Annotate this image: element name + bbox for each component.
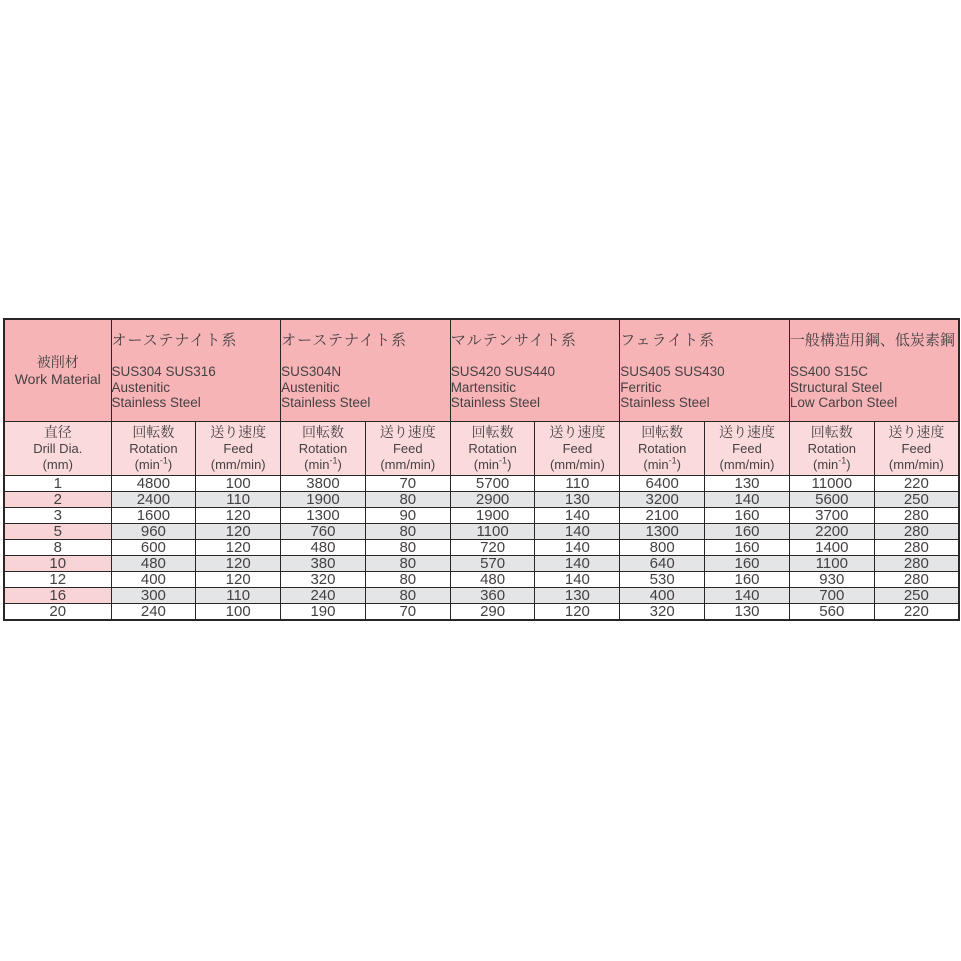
feed-unit: (mm/min): [719, 457, 775, 472]
rotation-label-en: Rotation: [637, 441, 687, 456]
value-cell: 320: [281, 572, 366, 588]
value-cell: 700: [789, 588, 874, 604]
value-cell: 530: [620, 572, 705, 588]
table-row: [4, 524, 959, 540]
value-cell: 2100: [620, 508, 705, 524]
value-cell: 160: [705, 556, 790, 572]
dia-cell: 16: [4, 588, 111, 604]
value-cell: 1400: [789, 540, 874, 556]
value-cell: 1900: [281, 492, 366, 508]
value-cell: 3200: [620, 492, 705, 508]
value-cell: 110: [196, 588, 281, 604]
value-cell: 120: [196, 572, 281, 588]
value-cell: 280: [874, 540, 959, 556]
value-cell: 11000: [789, 476, 874, 492]
value-cell: 1300: [620, 524, 705, 540]
dia-cell: 2: [4, 492, 111, 508]
feed-header: [365, 422, 450, 476]
value-cell: 600: [111, 540, 196, 556]
value-cell: 220: [874, 604, 959, 621]
material-name-en2: Stainless Steel: [281, 394, 371, 410]
value-cell: 130: [535, 492, 620, 508]
table-row: [4, 476, 959, 492]
dia-cell: 8: [4, 540, 111, 556]
value-cell: 250: [874, 588, 959, 604]
value-cell: 140: [535, 508, 620, 524]
value-cell: 570: [450, 556, 535, 572]
dia-cell: 12: [4, 572, 111, 588]
value-cell: 4800: [111, 476, 196, 492]
rotation-unit: $(\min^{-1})$: [304, 455, 342, 472]
table-row: [4, 508, 959, 524]
value-cell: 100: [196, 476, 281, 492]
material-header-martensitic: [450, 319, 620, 422]
value-cell: 2400: [111, 492, 196, 508]
value-cell: 120: [196, 524, 281, 540]
value-cell: 140: [535, 524, 620, 540]
feed-label-jp: 送り速度: [888, 424, 945, 440]
value-cell: 140: [535, 556, 620, 572]
rotation-unit: $(\min^{-1})$: [643, 455, 682, 472]
rotation-label-jp: 回転数: [641, 424, 684, 440]
table-body: [4, 476, 959, 621]
value-cell: 3700: [789, 508, 874, 524]
value-cell: 2200: [789, 524, 874, 540]
material-codes: SUS304N: [281, 363, 342, 379]
value-cell: 320: [620, 604, 705, 621]
feed-unit: (mm/min): [210, 457, 266, 472]
material-codes: SS400 S15C: [789, 363, 868, 379]
feed-label-jp: 送り速度: [379, 424, 436, 440]
value-cell: 140: [705, 588, 790, 604]
feed-header: [535, 422, 620, 476]
value-cell: 160: [705, 572, 790, 588]
dia-cell: 1: [4, 476, 111, 492]
value-cell: 80: [365, 572, 450, 588]
value-cell: 160: [705, 508, 790, 524]
value-cell: 640: [620, 556, 705, 572]
value-cell: 80: [365, 540, 450, 556]
table-row: [4, 588, 959, 604]
table-row: [4, 540, 959, 556]
table-row: [4, 492, 959, 508]
value-cell: 5700: [450, 476, 535, 492]
value-cell: 100: [196, 604, 281, 621]
material-header-structural: [789, 319, 959, 422]
feed-header: [196, 422, 281, 476]
value-cell: 280: [874, 556, 959, 572]
column-header-row: [4, 422, 959, 476]
value-cell: 1600: [111, 508, 196, 524]
value-cell: 1100: [450, 524, 535, 540]
value-cell: 240: [111, 604, 196, 621]
value-cell: 240: [281, 588, 366, 604]
material-name-en2: Low Carbon Steel: [789, 394, 898, 410]
material-name-en2: Stainless Steel: [450, 394, 540, 410]
value-cell: 3800: [281, 476, 366, 492]
rotation-unit: $(\min^{-1})$: [812, 455, 851, 472]
value-cell: 70: [365, 604, 450, 621]
value-cell: 300: [111, 588, 196, 604]
value-cell: 480: [450, 572, 535, 588]
value-cell: 720: [450, 540, 535, 556]
material-name-en2: Stainless Steel: [111, 394, 201, 410]
material-codes: SUS405 SUS430: [620, 363, 725, 379]
value-cell: 280: [874, 524, 959, 540]
value-cell: 480: [111, 556, 196, 572]
value-cell: 220: [874, 476, 959, 492]
work-material-header: [4, 319, 111, 422]
value-cell: 120: [196, 556, 281, 572]
value-cell: 930: [789, 572, 874, 588]
material-name-en1: Ferritic: [620, 379, 662, 395]
value-cell: 130: [535, 588, 620, 604]
value-cell: 140: [705, 492, 790, 508]
material-header-austenitic-304n: [281, 319, 451, 422]
feed-label-jp: 送り速度: [719, 424, 775, 440]
feed-label-en: Feed: [562, 441, 593, 456]
table-row: [4, 556, 959, 572]
rotation-label-en: Rotation: [468, 441, 517, 456]
feed-label-jp: 送り速度: [549, 424, 606, 440]
material-name-en2: Stainless Steel: [620, 394, 710, 410]
material-name-jp: 一般構造用鋼、低炭素鋼: [789, 331, 955, 349]
rotation-label-en: Rotation: [129, 441, 178, 456]
feed-unit: (mm/min): [380, 457, 436, 472]
value-cell: 400: [111, 572, 196, 588]
material-name-jp: フェライト系: [620, 331, 716, 349]
rotation-label-jp: 回転数: [132, 424, 175, 440]
value-cell: 800: [620, 540, 705, 556]
value-cell: 110: [535, 476, 620, 492]
dia-label-en: Drill Dia.: [33, 441, 83, 456]
rotation-unit: $(\min^{-1})$: [473, 455, 512, 472]
material-header-austenitic-304: [111, 319, 281, 422]
material-codes: SUS420 SUS440: [450, 363, 556, 379]
dia-label-jp: 直径: [43, 424, 72, 440]
value-cell: 1300: [281, 508, 366, 524]
rotation-unit: $(\min^{-1})$: [134, 455, 173, 472]
feed-label-en: Feed: [223, 441, 254, 456]
table-row: [4, 604, 959, 621]
work-material-label-jp: 被削材: [36, 353, 79, 370]
rotation-label-en: Rotation: [298, 441, 348, 456]
rotation-header: [450, 422, 535, 476]
value-cell: 110: [196, 492, 281, 508]
feed-label-en: Feed: [901, 441, 932, 456]
rotation-header: [789, 422, 874, 476]
dia-unit: (mm): [42, 457, 73, 472]
value-cell: 1900: [450, 508, 535, 524]
material-name-en1: Austenitic: [111, 379, 171, 395]
material-name-jp: オーステナイト系: [111, 331, 238, 349]
rotation-label-en: Rotation: [807, 441, 857, 456]
value-cell: 80: [365, 524, 450, 540]
value-cell: 120: [535, 604, 620, 621]
dia-cell: 3: [4, 508, 111, 524]
dia-cell: 20: [4, 604, 111, 621]
material-codes: SUS304 SUS316: [111, 363, 216, 379]
value-cell: 80: [365, 556, 450, 572]
feed-header: [874, 422, 959, 476]
dia-cell: 10: [4, 556, 111, 572]
value-cell: 140: [535, 572, 620, 588]
feed-label-en: Feed: [392, 441, 423, 456]
value-cell: 70: [365, 476, 450, 492]
material-name-en1: Austenitic: [281, 379, 340, 395]
value-cell: 2900: [450, 492, 535, 508]
material-header-ferritic: [620, 319, 790, 422]
feed-label-jp: 送り速度: [210, 424, 267, 440]
feed-unit: (mm/min): [888, 457, 944, 472]
value-cell: 5600: [789, 492, 874, 508]
value-cell: 280: [874, 572, 959, 588]
cutting-conditions-table: [3, 318, 960, 621]
material-name-en1: Structural Steel: [789, 379, 883, 395]
rotation-label-jp: 回転数: [810, 424, 853, 440]
value-cell: 160: [705, 524, 790, 540]
rotation-header: [111, 422, 196, 476]
value-cell: 130: [705, 476, 790, 492]
value-cell: 400: [620, 588, 705, 604]
material-name-jp: オーステナイト系: [281, 331, 407, 349]
rotation-label-jp: 回転数: [471, 424, 514, 440]
value-cell: 280: [874, 508, 959, 524]
feed-header: [705, 422, 790, 476]
feed-label-en: Feed: [732, 441, 762, 456]
material-header-row: [4, 319, 959, 422]
value-cell: 360: [450, 588, 535, 604]
value-cell: 90: [365, 508, 450, 524]
value-cell: 480: [281, 540, 366, 556]
value-cell: 290: [450, 604, 535, 621]
value-cell: 120: [196, 540, 281, 556]
value-cell: 1100: [789, 556, 874, 572]
value-cell: 380: [281, 556, 366, 572]
rotation-header: [620, 422, 705, 476]
value-cell: 960: [111, 524, 196, 540]
rotation-label-jp: 回転数: [301, 424, 344, 440]
material-name-jp: マルテンサイト系: [450, 331, 577, 349]
value-cell: 140: [535, 540, 620, 556]
value-cell: 130: [705, 604, 790, 621]
value-cell: 80: [365, 588, 450, 604]
value-cell: 120: [196, 508, 281, 524]
value-cell: 560: [789, 604, 874, 621]
table-row: [4, 572, 959, 588]
value-cell: 160: [705, 540, 790, 556]
value-cell: 250: [874, 492, 959, 508]
rotation-header: [281, 422, 366, 476]
dia-cell: 5: [4, 524, 111, 540]
value-cell: 760: [281, 524, 366, 540]
dia-header: [4, 422, 111, 476]
material-name-en1: Martensitic: [450, 379, 516, 395]
value-cell: 6400: [620, 476, 705, 492]
value-cell: 190: [281, 604, 366, 621]
value-cell: 80: [365, 492, 450, 508]
work-material-label-en: Work Material: [14, 370, 101, 387]
feed-unit: (mm/min): [549, 457, 605, 472]
